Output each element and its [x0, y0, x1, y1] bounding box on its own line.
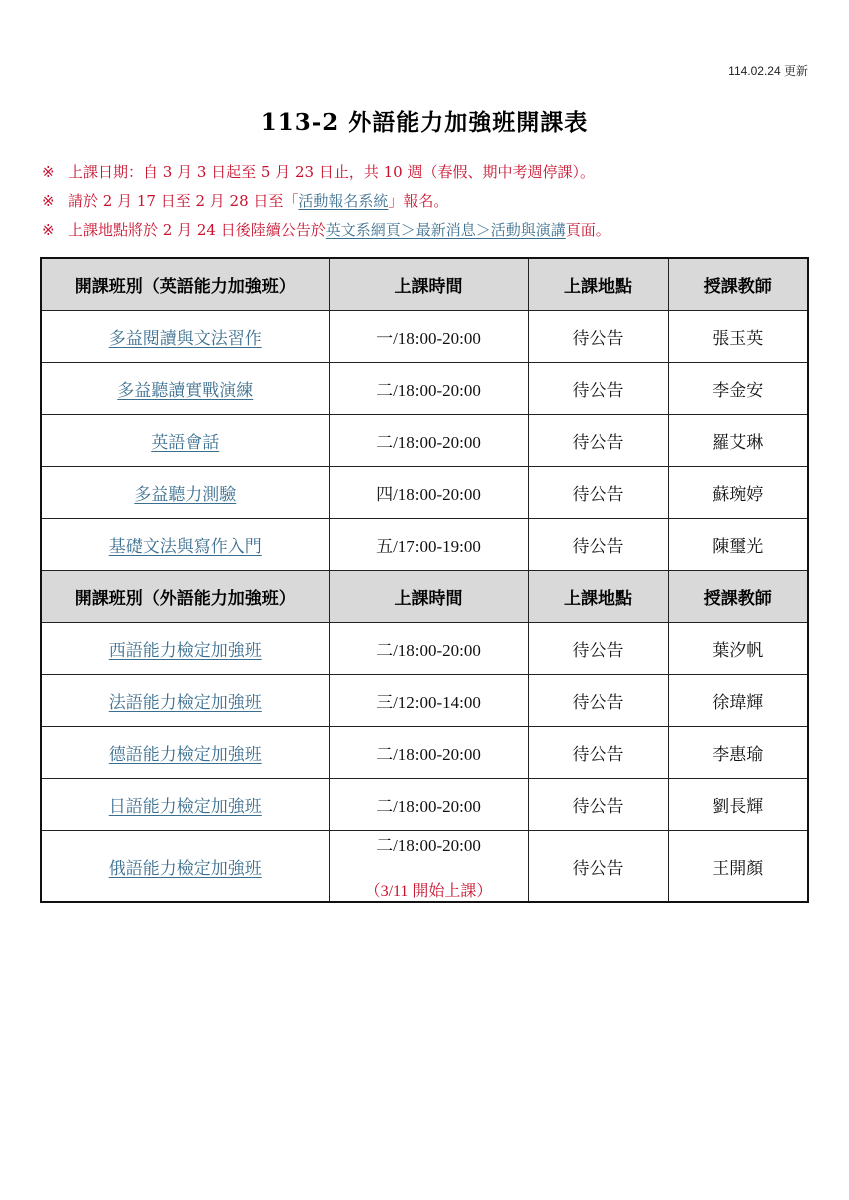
course-schedule-table — [40, 257, 809, 903]
class-teacher: 李金安 — [668, 363, 808, 415]
class-teacher: 羅艾琳 — [668, 415, 808, 467]
reference-mark-icon: ※ — [42, 163, 55, 181]
english-header-row — [41, 258, 808, 311]
class-location: 待公告 — [528, 779, 668, 831]
course-link[interactable]: 西語能力檢定加強班 — [108, 641, 262, 661]
column-header-location: 上課地點 — [528, 571, 668, 623]
class-location: 待公告 — [528, 415, 668, 467]
class-time — [329, 831, 528, 903]
column-header-course: 開課班別（英語能力加強班） — [41, 258, 329, 311]
table-row — [41, 831, 808, 903]
class-time: 二/18:00-20:00 — [329, 779, 528, 831]
class-time-value: 二/18:00-20:00 — [376, 836, 481, 855]
class-teacher: 李惠瑜 — [668, 727, 808, 779]
class-time: 四/18:00-20:00 — [329, 467, 528, 519]
notice-location-post: 頁面。 — [565, 221, 611, 239]
notice-registration-post: 」報名。 — [388, 192, 449, 210]
reference-mark-icon: ※ — [42, 192, 55, 210]
class-time: 五/17:00-19:00 — [329, 519, 528, 571]
notice-list — [42, 158, 822, 245]
class-location: 待公告 — [528, 467, 668, 519]
column-header-teacher: 授課教師 — [668, 258, 808, 311]
table-row — [41, 623, 808, 675]
page-title: 113-2 外語能力加強班開課表 — [260, 109, 589, 136]
class-time: 三/12:00-14:00 — [329, 675, 528, 727]
course-link[interactable]: 多益聽力測驗 — [134, 485, 237, 505]
table-row — [41, 519, 808, 571]
notice-registration — [42, 187, 822, 216]
class-time: 二/18:00-20:00 — [329, 363, 528, 415]
table-row — [41, 311, 808, 363]
table-row — [41, 779, 808, 831]
table-row — [41, 363, 808, 415]
class-teacher: 張玉英 — [668, 311, 808, 363]
notice-registration-pre: 請於 2 月 17 日至 2 月 28 日至「 — [68, 192, 299, 210]
class-location: 待公告 — [528, 311, 668, 363]
update-date: 114.02.24 更新 — [728, 64, 808, 78]
registration-system-link[interactable]: 活動報名系統 — [298, 192, 389, 210]
class-location: 待公告 — [528, 519, 668, 571]
class-location: 待公告 — [528, 831, 668, 903]
foreign-header-row — [41, 571, 808, 623]
english-dept-news-link[interactable]: 英文系網頁＞最新消息＞活動與演講 — [325, 221, 566, 239]
table-row — [41, 415, 808, 467]
class-location: 待公告 — [528, 363, 668, 415]
reference-mark-icon: ※ — [42, 221, 55, 239]
course-link[interactable]: 俄語能力檢定加強班 — [108, 858, 262, 879]
notice-location — [42, 216, 822, 245]
class-start-note: （3/11 開始上課） — [364, 883, 493, 900]
class-time: 二/18:00-20:00 — [329, 727, 528, 779]
notice-dates — [42, 158, 822, 187]
notice-dates-text: 上課日期：自 3 月 3 日起至 5 月 23 日止，共 10 週（春假、期中考週停課）。 — [68, 163, 595, 181]
column-header-time: 上課時間 — [329, 258, 528, 311]
class-teacher: 王開顏 — [668, 831, 808, 903]
class-teacher: 蘇琬婷 — [668, 467, 808, 519]
class-location: 待公告 — [528, 675, 668, 727]
class-teacher: 徐瑋輝 — [668, 675, 808, 727]
class-time: 二/18:00-20:00 — [329, 623, 528, 675]
course-link[interactable]: 法語能力檢定加強班 — [108, 693, 262, 713]
class-location: 待公告 — [528, 623, 668, 675]
course-link[interactable]: 多益聽讀實戰演練 — [117, 381, 254, 401]
column-header-time: 上課時間 — [329, 571, 528, 623]
class-teacher: 葉汐帆 — [668, 623, 808, 675]
table-row — [41, 727, 808, 779]
class-teacher: 劉長輝 — [668, 779, 808, 831]
table-row — [41, 467, 808, 519]
column-header-course: 開課班別（外語能力加強班） — [41, 571, 329, 623]
course-link[interactable]: 英語會話 — [151, 433, 220, 453]
course-link[interactable]: 多益閱讀與文法習作 — [108, 329, 262, 349]
class-time: 一/18:00-20:00 — [329, 311, 528, 363]
column-header-location: 上課地點 — [528, 258, 668, 311]
class-teacher: 陳璽光 — [668, 519, 808, 571]
notice-location-pre: 上課地點將於 2 月 24 日後陸續公告於 — [68, 221, 326, 239]
class-location: 待公告 — [528, 727, 668, 779]
course-link[interactable]: 基礎文法與寫作入門 — [108, 537, 262, 557]
course-link[interactable]: 日語能力檢定加強班 — [108, 797, 262, 817]
course-link[interactable]: 德語能力檢定加強班 — [108, 745, 262, 765]
table-row — [41, 675, 808, 727]
class-time: 二/18:00-20:00 — [329, 415, 528, 467]
column-header-teacher: 授課教師 — [668, 571, 808, 623]
